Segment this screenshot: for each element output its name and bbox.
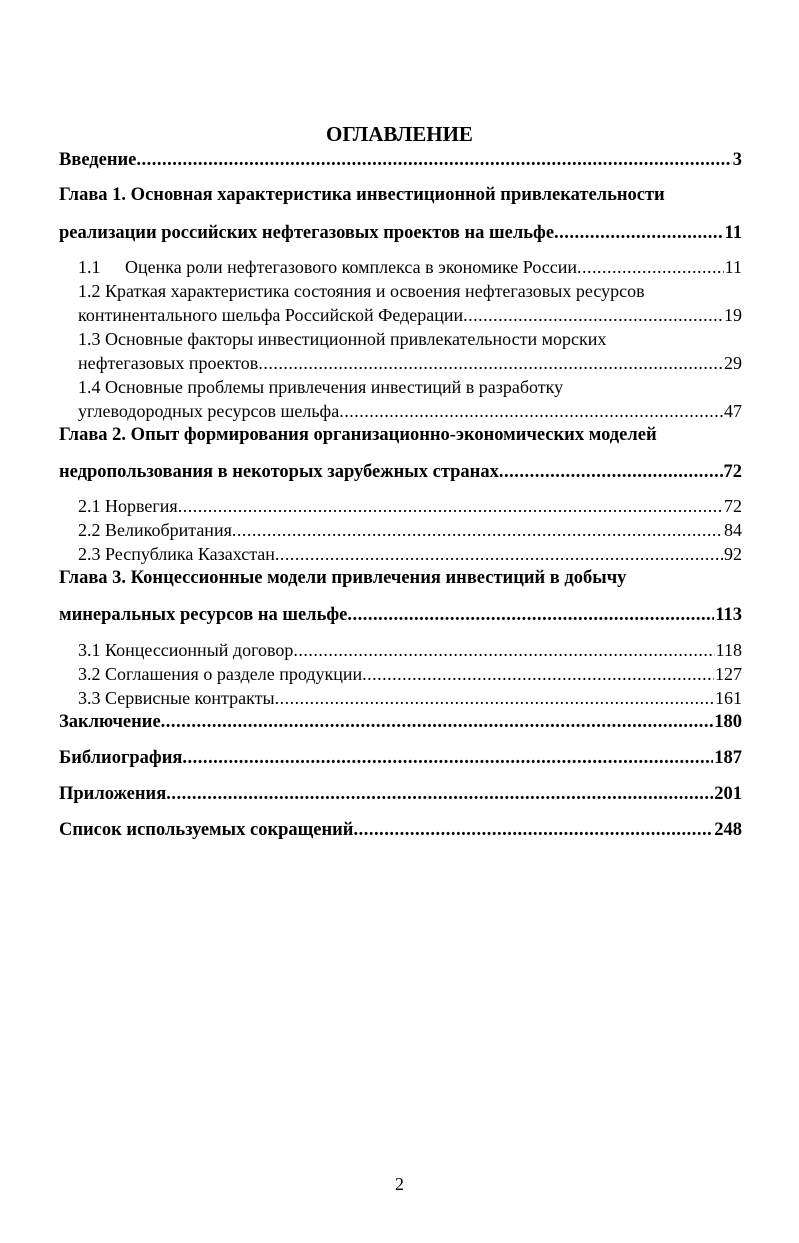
toc-entry-1-1: [78, 256, 742, 278]
toc-entry-conclusion: [59, 711, 742, 733]
toc-entry-3-2: [78, 663, 742, 685]
toc-entry-3-3: [78, 687, 742, 709]
toc-page: 113: [715, 605, 742, 625]
toc-entry-1-3: [78, 352, 742, 374]
toc-page: 127: [715, 664, 742, 684]
toc-label: реализации российских нефтегазовых проектов на шельфе: [59, 223, 555, 243]
toc-entry-1-4: [78, 400, 742, 422]
dot-leader: [554, 222, 723, 244]
toc-label: континентального шельфа Российской Федерации: [78, 305, 464, 325]
toc-label: 3.2 Соглашения о разделе продукции: [78, 664, 363, 684]
toc-entry-2-3: [78, 543, 742, 565]
toc-page: 180: [714, 712, 742, 732]
dot-leader: [275, 543, 723, 565]
toc-label: Приложения: [59, 784, 167, 804]
section-title: Оценка роли нефтегазового комплекса в экономике России: [125, 257, 578, 277]
toc-label: нефтегазовых проектов: [78, 353, 259, 373]
toc-page: 72: [723, 462, 742, 482]
toc-label: Заключение: [59, 712, 161, 732]
toc-entry-chapter1: [59, 222, 742, 244]
toc-1-2-line1: 1.2 Краткая характеристика состояния и освоения нефтегазовых ресурсов: [78, 281, 645, 301]
toc-entry-chapter2: [59, 461, 742, 483]
toc-label: 2.3 Республика Казахстан: [78, 544, 275, 564]
dot-leader: [136, 149, 731, 171]
toc-page: 29: [724, 353, 742, 373]
toc-label: минеральных ресурсов на шельфе: [59, 605, 348, 625]
toc-page: 84: [724, 520, 742, 540]
toc-1-3-line1: 1.3 Основные факторы инвестиционной привлекательности морских: [78, 329, 607, 349]
dot-leader: [182, 747, 713, 769]
toc-page: 248: [714, 820, 742, 840]
page-number: 2: [395, 1174, 404, 1194]
dot-leader: [166, 783, 713, 805]
toc-entry-3-1: [78, 639, 742, 661]
toc-entry-intro: [59, 149, 742, 171]
dot-leader: [275, 687, 714, 709]
toc-label: недропользования в некоторых зарубежных странах: [59, 462, 499, 482]
toc-chapter1-line1: Глава 1. Основная характеристика инвестиционной привлекательности: [59, 185, 665, 205]
toc-page: 19: [724, 305, 742, 325]
dot-leader: [353, 819, 713, 841]
dot-leader: [347, 604, 714, 626]
toc-label: 2.1 Норвегия: [78, 496, 178, 516]
toc-label: [78, 256, 577, 278]
dot-leader: [499, 461, 723, 483]
toc-label: 2.2 Великобритания: [78, 520, 232, 540]
toc-page: 92: [724, 544, 742, 564]
toc-chapter3-line1: Глава 3. Концессионные модели привлечения инвестиций в добычу: [59, 568, 627, 588]
dot-leader: [178, 495, 723, 517]
toc-entry-bibliography: [59, 747, 742, 769]
dot-leader: [161, 711, 714, 733]
toc-entry-1-2: [78, 304, 742, 326]
dot-leader: [463, 304, 723, 326]
toc-page: 72: [724, 496, 742, 516]
toc-1-4-line1: 1.4 Основные проблемы привлечения инвестиций в разработку: [78, 377, 564, 397]
toc-label: 3.1 Концессионный договор: [78, 640, 294, 660]
toc-page: 118: [715, 640, 742, 660]
toc-entry-chapter3: [59, 604, 742, 626]
toc-label: Введение: [59, 150, 137, 170]
dot-leader: [258, 352, 723, 374]
dot-leader: [577, 256, 724, 278]
toc-page: 11: [724, 257, 742, 277]
toc-label: 3.3 Сервисные контракты: [78, 688, 275, 708]
toc-page: 161: [715, 688, 742, 708]
dot-leader: [339, 400, 723, 422]
toc-page: 47: [724, 401, 742, 421]
dot-leader: [232, 519, 723, 541]
toc-page: 201: [714, 784, 742, 804]
toc-entry-appendices: [59, 783, 742, 805]
toc-page: 187: [714, 748, 742, 768]
toc-entry-2-2: [78, 519, 742, 541]
toc-label: Список используемых сокращений: [59, 820, 354, 840]
dot-leader: [362, 663, 714, 685]
toc-entry-2-1: [78, 495, 742, 517]
toc-entry-abbreviations: [59, 819, 742, 841]
page-title: ОГЛАВЛЕНИЕ: [326, 122, 473, 146]
toc-label: углеводородных ресурсов шельфа: [78, 401, 340, 421]
section-number: 1.1: [78, 257, 101, 277]
toc-page: 11: [724, 223, 742, 243]
dot-leader: [293, 639, 714, 661]
toc-page: 3: [732, 150, 742, 170]
toc-label: Библиография: [59, 748, 183, 768]
toc-chapter2-line1: Глава 2. Опыт формирования организационно-экономических моделей: [59, 425, 657, 445]
